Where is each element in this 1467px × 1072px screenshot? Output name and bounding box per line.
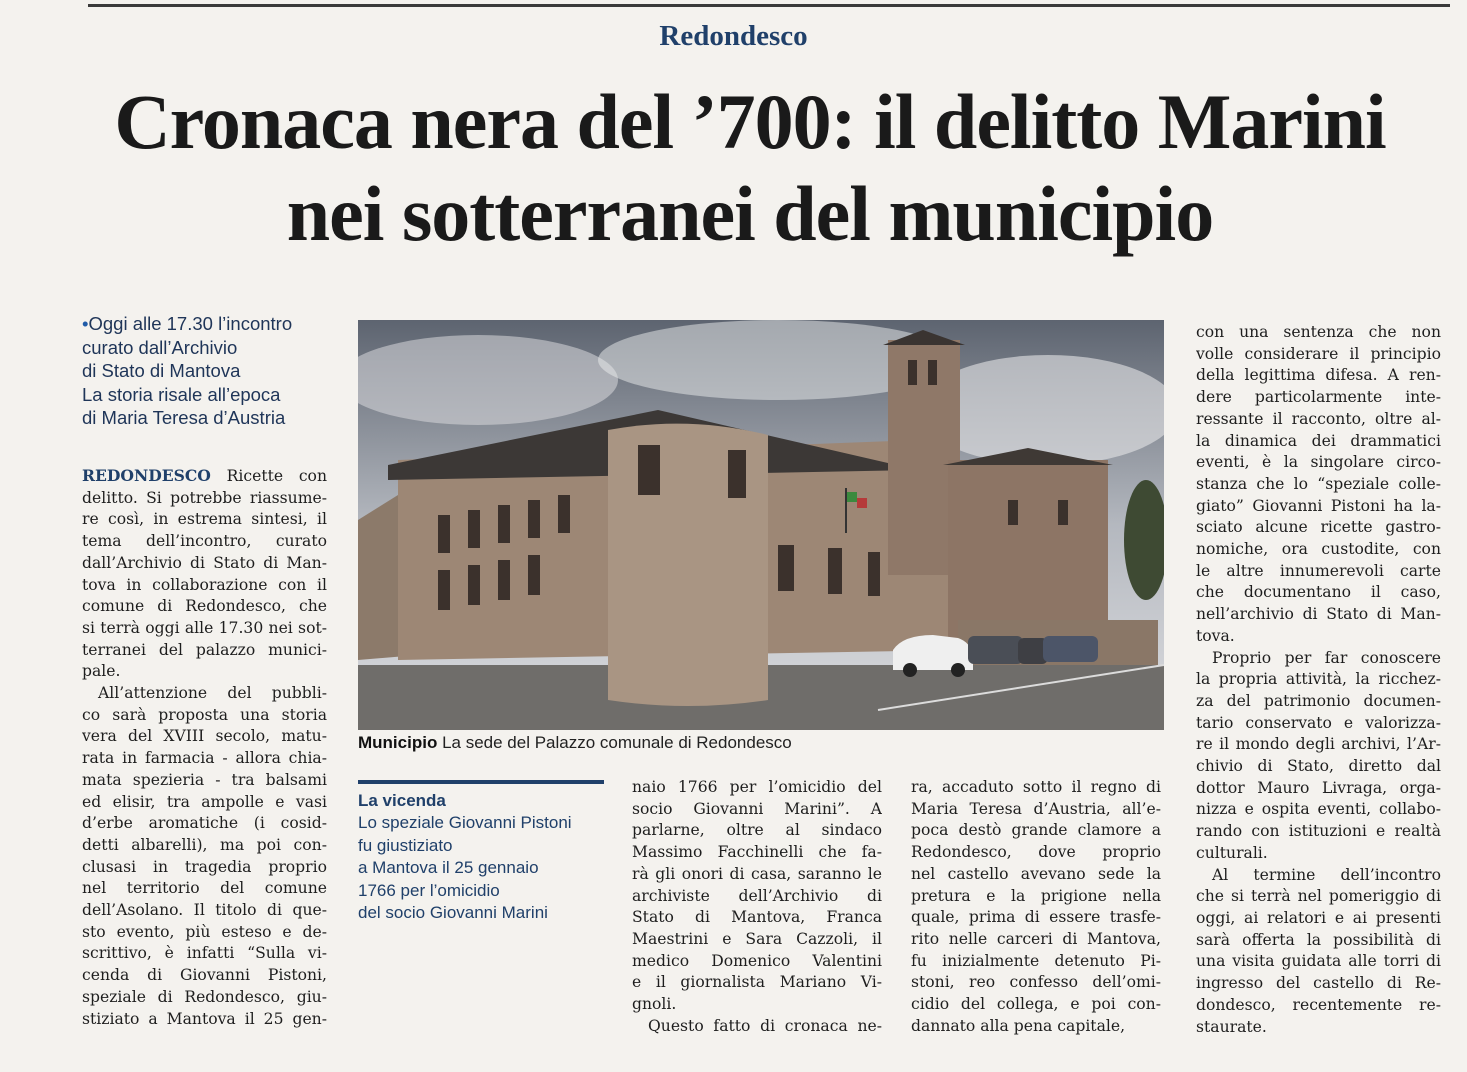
article-line: cenda di Giovanni Pistoni, [82,966,327,985]
article-line: ressante il racconto, oltre al- [1196,409,1441,428]
article-line: dere particolarmente inte- [1196,388,1441,407]
article-line: clusasi in tragedia proprio [82,857,327,876]
article-line: una visita guidata alle torri di [1196,952,1441,971]
article-line: delitto. Si potrebbe riassume- [82,488,327,507]
article-line: tova. [1196,626,1235,645]
summary-line: di Maria Teresa d’Austria [82,407,286,428]
article-line: Maria Teresa d’Austria, all’e- [911,799,1161,818]
article-line: socio Giovanni Marini”. A [632,799,882,818]
article-line: nel territorio del comune [82,879,327,898]
article-line: poca destò grande clamore a [911,821,1161,840]
article-line: d’erbe aromatiche (i cosid- [82,814,327,833]
article-line: oggi, ai relatori e ai presenti [1196,908,1441,927]
article-line: Proprio per far conoscere [1212,648,1441,667]
article-line: Questo fatto di cronaca ne- [648,1016,882,1035]
article-line: re così, in estrema sintesi, il [82,510,327,529]
article-line: stiziato a Mantova il 25 gen- [82,1009,327,1028]
summary-line: La storia risale all’epoca [82,383,281,405]
article-line: detti albarelli), ma poi con- [82,835,327,854]
article-line: Ricette con [226,467,327,485]
municipio-photo [358,320,1164,730]
article-line: culturali. [1196,843,1268,862]
article-line: mata spezieria - tra balsami [82,770,327,789]
article-line: e il giornalista Mariano Vi- [632,973,882,992]
article-line: medico Domenico Valentini [632,951,882,970]
article-line: dannato alla pena capitale, [911,1016,1126,1035]
article-line: dottor Mauro Livraga, orga- [1196,778,1441,797]
photo-caption [358,733,792,753]
article-line: dall’Archivio di Stato di Man- [82,553,327,572]
article-line: tario conservato e valorizza- [1196,713,1441,732]
article-line: con una sentenza che non [1196,323,1441,341]
article-line: dell’Asolano. Il titolo di que- [82,901,327,920]
article-line: speziale di Redondesco, giu- [82,987,327,1006]
article-line: terranei del palazzo munici- [82,640,327,659]
top-rule [88,4,1450,7]
article-line: sarà offerta la possibilità di [1196,930,1441,949]
article-line: della legittima difesa. A ren- [1196,366,1441,385]
article-line: rando con istituzioni e realtà [1196,822,1441,841]
article-line: nomiche, ora custodite, con [1196,540,1441,559]
article-line: archiviste dell’Archivio di [632,886,882,905]
article-line: gnoli. [632,995,677,1014]
article-line: stanza che lo “speziale colle- [1196,474,1441,493]
dateline: REDONDESCO [82,466,211,485]
article-line: Al termine dell’incontro [1212,865,1441,884]
article-line: rito nelle carceri di Mantova, [911,929,1161,948]
box-line: fu giustiziato [358,835,453,855]
article-line: scrittivo, è infatti “Sulla vi- [82,944,327,963]
article-column-1 [82,465,327,1030]
article-line: Maestrini e Sara Cazzoli, il [632,929,882,948]
article-line: rata in farmacia - allora chia- [82,749,327,768]
article-line: pale. [82,662,121,681]
article-line: si terrà oggi alle 17.30 nei sot- [82,618,327,637]
article-line: sto evento, più esteso e de- [82,922,327,941]
article-line: naio 1766 per l’omicidio del [632,778,882,796]
article-line: sciato alcune ricette gastro- [1196,518,1441,537]
article-line: la dinamica dei drammatici [1196,431,1441,450]
article-line: rà gli onori di casa, saranno le [632,864,882,883]
article-line: nell’archivio di Stato di Man- [1196,605,1441,624]
headline-line-2: nei sotterranei del municipio [286,170,1214,257]
article-line: stoni, reo confesso dell’omi- [911,973,1161,992]
article-line: ra, accaduto sotto il regno di [911,778,1161,796]
bullet-icon: • [82,313,89,334]
article-line: Massimo Facchinelli che fa- [632,843,882,862]
box-title: La vicenda [358,791,446,810]
summary-line: Oggi alle 17.30 l’incontro [88,313,293,334]
article-line: Redondesco, dove proprio [911,843,1161,862]
article-line: nel castello avevano sede la [911,864,1161,883]
caption-text: La sede del Palazzo comunale di Redondesco [442,733,792,752]
box-line: Lo speziale Giovanni Pistoni [358,813,572,832]
article-line: ed elisir, tra ampolle e vasi [82,792,327,811]
sidebar-box [358,780,604,925]
article-line: fu inizialmente detenuto Pi- [911,951,1161,970]
section-title: Redondesco [659,20,808,52]
article-line: volle considerare il principio [1196,344,1441,363]
box-line: del socio Giovanni Marini [358,903,548,922]
article-line: vera del XVIII secolo, matu- [82,727,327,746]
article-line: le altre innumerevoli carte [1196,561,1441,580]
summary-block [82,312,342,430]
article-line: che si terrà nel pomeriggio di [1196,887,1441,906]
article-line: tova in collaborazione con il [82,575,327,594]
article-line: eventi, è la singolare circo- [1196,453,1441,472]
summary-line: curato dall’Archivio [82,336,238,358]
article-line: Stato di Mantova, Franca [632,908,882,927]
article-line: pretura e la prigione nella [911,886,1161,905]
box-text [358,812,604,925]
article-line: tema dell’incontro, curato [82,532,327,551]
box-rule [358,780,604,784]
article-line: chivio di Stato, diretto dal [1196,757,1441,776]
headline [40,76,1460,260]
summary-line: di Stato di Mantova [82,360,241,381]
article-column-2 [632,777,882,1037]
article-line: All’attenzione del pubbli- [98,684,327,703]
article-line: cidio del collega, e poi con- [911,995,1161,1014]
article-line: parlarne, oltre al sindaco [632,821,882,840]
box-line: a Mantova il 25 gennaio [358,858,539,877]
caption-label: Municipio [358,733,438,752]
article-column-4 [1196,322,1441,1038]
article-line: za del patrimonio documen- [1196,691,1441,710]
article-line: giato” Giovanni Pistoni ha la- [1196,496,1441,515]
article-line: quale, prima di essere trasfe- [911,908,1161,927]
article-line: comune di Redondesco, che [82,597,327,616]
article-column-3 [911,777,1161,1037]
article-line: re il mondo degli archivi, l’Ar- [1196,735,1441,754]
article-line: la propria attività, la ricchez- [1196,670,1441,689]
article-line: dondesco, recentemente re- [1196,995,1441,1014]
box-line: 1766 per l’omicidio [358,880,500,900]
article-line: nizza e ospita eventi, collabo- [1196,800,1441,819]
headline-line-1: Cronaca nera del ’700: il delitto Marini [114,78,1386,165]
article-line: che documentano il caso, [1196,583,1441,602]
article-line: ingresso del castello di Re- [1196,974,1441,993]
article-line: staurate. [1196,1017,1267,1036]
article-line: co sarà proposta una storia [82,705,327,724]
